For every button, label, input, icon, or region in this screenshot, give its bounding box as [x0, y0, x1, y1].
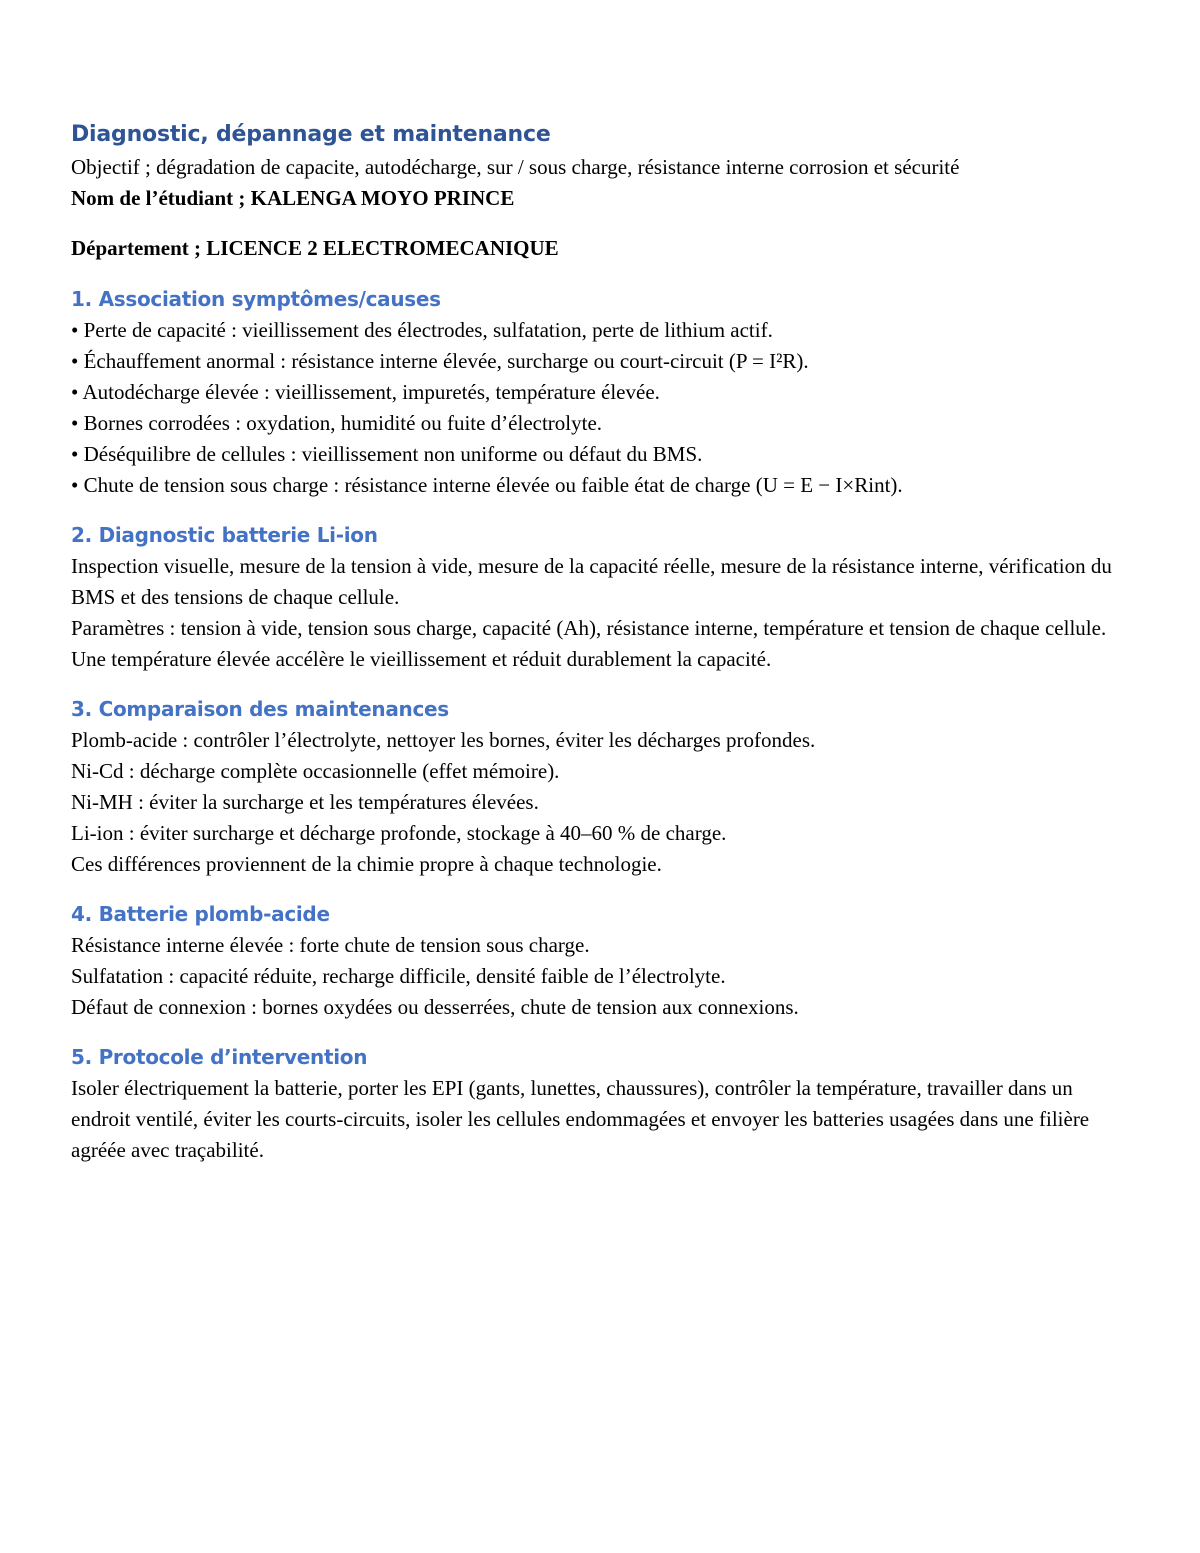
paragraph: Ni-MH : éviter la surcharge et les températures élevées.	[71, 790, 539, 814]
section-intervention-protocol	[71, 1041, 1131, 1166]
paragraph: Sulfatation : capacité réduite, recharge difficile, densité faible de l’électrolyte.	[71, 964, 726, 988]
document-title: Diagnostic, dépannage et maintenance	[71, 122, 551, 147]
paragraph: Ni-Cd : décharge complète occasionnelle (effet mémoire).	[71, 759, 560, 783]
section-heading: 3. Comparaison des maintenances	[71, 697, 449, 721]
paragraph: Paramètres : tension à vide, tension sous charge, capacité (Ah), résistance interne, température et tension de chaque cellule.	[71, 616, 1107, 640]
section-heading: 2. Diagnostic batterie Li-ion	[71, 523, 378, 547]
section-heading: 4. Batterie plomb-acide	[71, 902, 330, 926]
section-li-ion-diagnostic	[71, 519, 1131, 675]
section-maintenance-comparison	[71, 693, 1131, 880]
paragraph: Défaut de connexion : bornes oxydées ou desserrées, chute de tension aux connexions.	[71, 995, 799, 1019]
department: Département ; LICENCE 2 ELECTROMECANIQUE	[71, 236, 559, 260]
document-page	[71, 118, 1131, 1166]
list-item: • Déséquilibre de cellules : vieillissement non uniforme ou défaut du BMS.	[71, 442, 703, 466]
list-item: • Autodécharge élevée : vieillissement, impuretés, température élevée.	[71, 380, 660, 404]
objective-text: Objectif ; dégradation de capacite, autodécharge, sur / sous charge, résistance interne corrosion et sécurité	[71, 155, 960, 179]
list-item: • Chute de tension sous charge : résistance interne élevée ou faible état de charge (U = E − I×Rint).	[71, 473, 903, 497]
paragraph: Une température élevée accélère le vieillissement et réduit durablement la capacité.	[71, 647, 772, 671]
list-item: • Bornes corrodées : oxydation, humidité ou fuite d’électrolyte.	[71, 411, 603, 435]
section-symptoms-causes	[71, 283, 1131, 501]
list-item: • Échauffement anormal : résistance interne élevée, surcharge ou court-circuit (P = I²R).	[71, 349, 809, 373]
paragraph: Li-ion : éviter surcharge et décharge profonde, stockage à 40–60 % de charge.	[71, 821, 727, 845]
paragraph: Ces différences proviennent de la chimie propre à chaque technologie.	[71, 852, 662, 876]
paragraph: Isoler électriquement la batterie, porter les EPI (gants, lunettes, chaussures), contrôler la température, travailler dans un endroit ventilé, éviter les courts-circuits, isoler les cellules endommagées et envoyer les batteries usagées dans une filière agréée avec traçabilité.	[71, 1076, 1090, 1162]
student-name: Nom de l’étudiant ; KALENGA MOYO PRINCE	[71, 186, 515, 210]
list-item: • Perte de capacité : vieillissement des électrodes, sulfatation, perte de lithium actif.	[71, 318, 773, 342]
section-lead-acid	[71, 898, 1131, 1023]
section-heading: 5. Protocole d’intervention	[71, 1045, 368, 1069]
paragraph: Plomb-acide : contrôler l’électrolyte, nettoyer les bornes, éviter les décharges profondes.	[71, 728, 816, 752]
section-heading: 1. Association symptômes/causes	[71, 287, 441, 311]
paragraph: Résistance interne élevée : forte chute de tension sous charge.	[71, 933, 590, 957]
paragraph: Inspection visuelle, mesure de la tension à vide, mesure de la capacité réelle, mesure de la résistance interne, vérification du BMS et des tensions de chaque cellule.	[71, 554, 1112, 609]
